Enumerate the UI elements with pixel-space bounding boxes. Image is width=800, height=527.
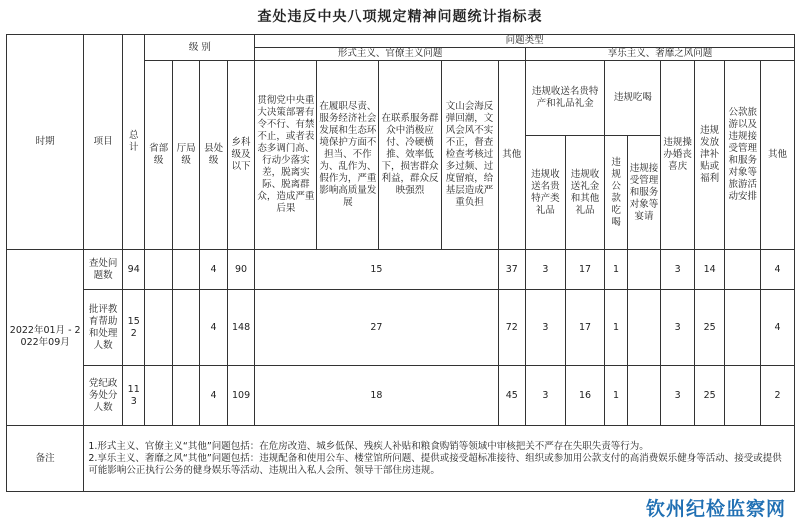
row-total: 94 xyxy=(123,249,145,290)
header-problem-type: 问题类型 xyxy=(255,35,795,48)
row-ting xyxy=(172,249,199,290)
row-sheng xyxy=(145,290,172,366)
table-row xyxy=(7,290,795,366)
header-level: 级 别 xyxy=(145,35,255,61)
header-gift-2: 违规收送礼金和其他礼品 xyxy=(565,136,605,249)
header-total: 总计 xyxy=(123,35,145,250)
row-wedding: 3 xyxy=(661,290,695,366)
page-title: 查处违反中央八项规定精神问题统计指标表 xyxy=(257,9,543,25)
header-gift-1: 违规收送名贵特产类礼品 xyxy=(526,136,566,249)
row-travel xyxy=(725,366,761,426)
row-gift-2: 17 xyxy=(565,249,605,290)
header-level-sheng: 省部级 xyxy=(145,61,172,249)
row-wedding: 3 xyxy=(661,249,695,290)
row-xiang: 148 xyxy=(227,290,255,366)
row-eat-2 xyxy=(627,249,661,290)
header-period: 时期 xyxy=(7,35,84,250)
row-eat-2 xyxy=(627,290,661,366)
row-gift-2: 17 xyxy=(565,290,605,366)
header-wedding: 违规操办婚丧喜庆 xyxy=(661,61,695,249)
header-gift-group: 违规收送名贵特产和礼品礼金 xyxy=(526,61,605,136)
row-gift-1: 3 xyxy=(526,249,566,290)
row-formalism-merged: 27 xyxy=(255,290,498,366)
period-cell: 2022年01月 - 2022年09月 xyxy=(7,249,84,425)
row-xian: 4 xyxy=(200,249,227,290)
watermark-text: 钦州纪检监察网 xyxy=(645,498,786,520)
row-gift-2: 16 xyxy=(565,366,605,426)
header-formalism-other: 其他 xyxy=(498,61,525,249)
row-formalism-other: 45 xyxy=(498,366,525,426)
row-gift-1: 3 xyxy=(526,366,566,426)
row-subsidy: 14 xyxy=(694,249,725,290)
row-hedonism-other: 4 xyxy=(761,290,795,366)
row-travel xyxy=(725,290,761,366)
header-eat-2: 违规接受管理和服务对象等宴请 xyxy=(627,136,661,249)
row-hedonism-other: 4 xyxy=(761,249,795,290)
remark-line-2: 2.享乐主义、奢靡之风“其他”问题包括：违规配备和使用公车、楼堂馆所问题、提供或接受超标准接待、组织或参加用公款支付的高消费娱乐健身等活动、接受或提供可能影响公正执行公务的健身娱乐等活动、违规出入私人会所、领导干部住房违规。 xyxy=(88,452,782,476)
header-hedonism-other: 其他 xyxy=(761,61,795,249)
row-eat-2 xyxy=(627,366,661,426)
remark-line-1: 1.形式主义、官僚主义“其他”问题包括：在危房改造、城乡低保、残疾人补贴和粮食购销等领域中审核把关不严存在失职失责等行为。 xyxy=(88,440,649,452)
row-formalism-other: 72 xyxy=(498,290,525,366)
header-formalism-3: 在联系服务群众中消极应付、冷硬横推、效率低下，损害群众利益，群众反映强烈 xyxy=(379,61,441,249)
row-travel xyxy=(725,249,761,290)
header-level-xiang: 乡科级及以下 xyxy=(227,61,255,249)
header-formalism-1: 贯彻党中央重大决策部署有令不行、有禁不止，或者表态多调门高、行动少落实差，脱离实际、脱离群众，造成严重后果 xyxy=(255,61,317,249)
row-formalism-other: 37 xyxy=(498,249,525,290)
row-xiang: 109 xyxy=(227,366,255,426)
row-sheng xyxy=(145,366,172,426)
row-formalism-merged: 18 xyxy=(255,366,498,426)
remarks-row xyxy=(7,426,795,492)
row-eat-1: 1 xyxy=(605,290,627,366)
row-total: 152 xyxy=(123,290,145,366)
row-item: 批评教育帮助和处理人数 xyxy=(84,290,123,366)
row-eat-1: 1 xyxy=(605,366,627,426)
row-xiang: 90 xyxy=(227,249,255,290)
header-formalism-2: 在履职尽责、服务经济社会发展和生态环境保护方面不担当、不作为、乱作为、假作为，严重影响高质量发展 xyxy=(317,61,379,249)
header-hedonism: 享乐主义、奢靡之风问题 xyxy=(526,48,795,61)
header-eat-1: 违规公款吃喝 xyxy=(605,136,627,249)
row-hedonism-other: 2 xyxy=(761,366,795,426)
header-eat-group: 违规吃喝 xyxy=(605,61,661,136)
row-eat-1: 1 xyxy=(605,249,627,290)
row-item: 查处问题数 xyxy=(84,249,123,290)
row-formalism-merged: 15 xyxy=(255,249,498,290)
header-travel: 公款旅游以及违规接受管理和服务对象等旅游活动安排 xyxy=(725,61,761,249)
row-ting xyxy=(172,366,199,426)
table-row xyxy=(7,249,795,290)
row-ting xyxy=(172,290,199,366)
row-subsidy: 25 xyxy=(694,366,725,426)
row-xian: 4 xyxy=(200,290,227,366)
row-sheng xyxy=(145,249,172,290)
row-gift-1: 3 xyxy=(526,290,566,366)
row-subsidy: 25 xyxy=(694,290,725,366)
statistics-table xyxy=(6,34,795,492)
remarks-content xyxy=(84,426,795,492)
remarks-label: 备注 xyxy=(7,426,84,492)
header-subsidy: 违规发放津补贴或福利 xyxy=(694,61,725,249)
header-level-ting: 厅局级 xyxy=(172,61,199,249)
header-formalism: 形式主义、官僚主义问题 xyxy=(255,48,526,61)
row-xian: 4 xyxy=(200,366,227,426)
row-wedding: 3 xyxy=(661,366,695,426)
header-formalism-4: 文山会海反弹回潮，文风会风不实不正，督查检查考核过多过频、过度留痕，给基层造成严重负担 xyxy=(441,61,498,249)
row-item: 党纪政务处分人数 xyxy=(84,366,123,426)
table-row xyxy=(7,366,795,426)
header-item: 项目 xyxy=(84,35,123,250)
header-level-xian: 县处级 xyxy=(200,61,227,249)
row-total: 113 xyxy=(123,366,145,426)
